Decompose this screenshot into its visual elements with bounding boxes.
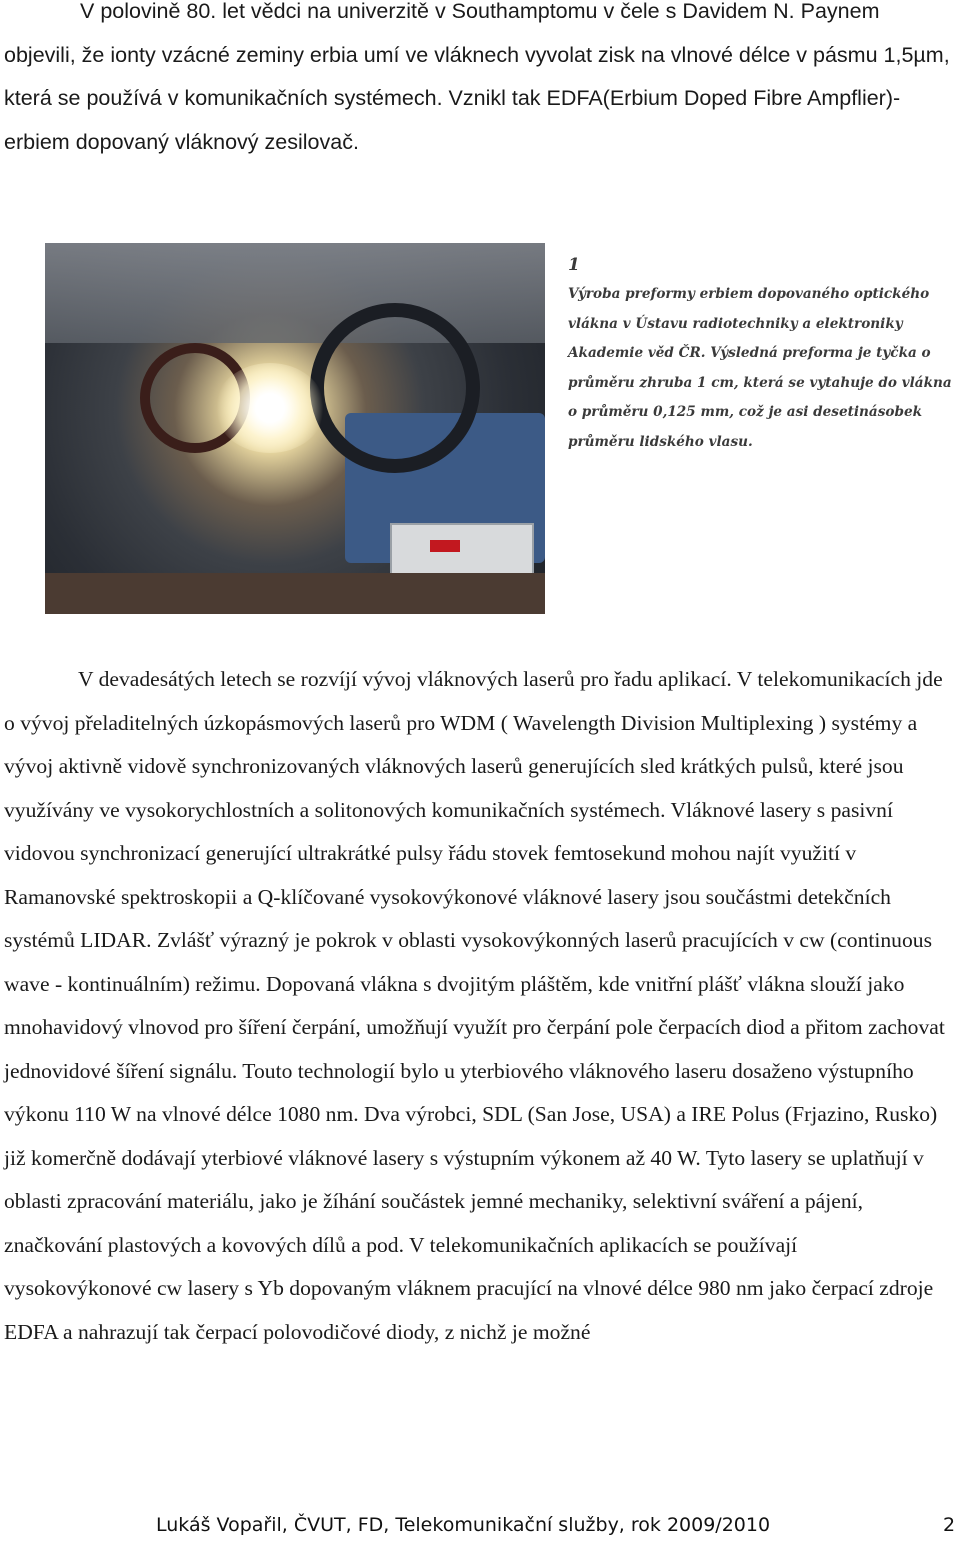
footer-text: Lukáš Vopařil, ČVUT, FD, Telekomunikační služby, rok 2009/2010 <box>156 1514 771 1536</box>
lab-photo <box>45 243 545 614</box>
figure-caption-text: Výroba preformy erbiem dopovaného optického vlákna v Ústavu radiotechniky a elektroniky Akademie věd ČR. Výsledná preforma je tyčka o průměru zhruba 1 cm, která se vytahuje do vlákna o průměru 0,125 mm, což je asi desetinásobek průměru lidského vlasu. <box>568 286 952 450</box>
page-footer <box>156 1512 956 1538</box>
figure-number: 1 <box>568 255 580 275</box>
photo-floor <box>45 573 545 614</box>
burner-glow <box>215 363 325 453</box>
main-paragraph: V devadesátých letech se rozvíjí vývoj vláknových laserů pro řadu aplikací. V telekomunikacích jde o vývoj přeladitelných úzkopásmových laserů pro WDM ( Wavelength Division Multiplexing ) systémy a vývoj aktivně vidově synchronizovaných vláknových laserů generujících sled krátkých pulsů, které jsou využívány ve vysokorychlostních a solitonových komunikačních systémech. Vláknové lasery s pasivní vidovou synchronizací generující ultrakrátké pulsy řádu stovek femtosekund mohou najít využití v Ramanovské spektroskopii a Q-klíčované vysokovýkonové vláknové lasery jsou součástmi detekčních systémů LIDAR. Zvlášť výrazný je pokrok v oblasti vysokovýkonných laserů pracujících v cw (continuous wave - kontinuálním) režimu. Dopovaná vlákna s dvojitým pláštěm, kde vnitřní plášť vlákna slouží jako mnohavidový vlnovod pro šíření čerpání, umožňují využít pro čerpání pole čerpacích diod a přitom zachovat jednovidové šíření signálu. Touto technologií bylo u yterbiového vláknového laseru dosaženo výstupního výkonu 110 W na vlnové délce 1080 nm. Dva výrobci, SDL (San Jose, USA) a IRE Polus (Frjazino, Rusko) již komerčně dodávají yterbiové vláknové lasery s výstupním výkonem až 40 W. Tyto lasery se uplatňují v oblasti zpracování materiálu, jako je žíhání součástek jemné mechaniky, selektivní sváření a pájení, značkování plastových a kovových dílů a pod. V telekomunikačních aplikacích se používají vysokovýkonové cw lasery s Yb dopovaným vláknem pracující na vlnové délce 980 nm jako čerpací zdroje EDFA a nahrazují tak čerpací polovodičové diody, z nichž je možné <box>4 667 945 1344</box>
led-display <box>430 540 460 552</box>
page-number: 2 <box>943 1514 956 1536</box>
figure-caption <box>568 252 960 458</box>
lathe-wheel <box>310 303 480 473</box>
photo-background <box>45 243 545 343</box>
intro-paragraph: V polovině 80. let vědci na univerzitě v Southamptomu v čele s Davidem N. Paynem objevili, že ionty vzácné zeminy erbia umí ve vláknech vyvolat zisk na vlnové délce v pásmu 1,5µm, která se používá v komunikačních systémech. Vznikl tak EDFA(Erbium Doped Fibre Ampflier)-erbiem dopovaný vláknový zesilovač. <box>4 0 950 154</box>
